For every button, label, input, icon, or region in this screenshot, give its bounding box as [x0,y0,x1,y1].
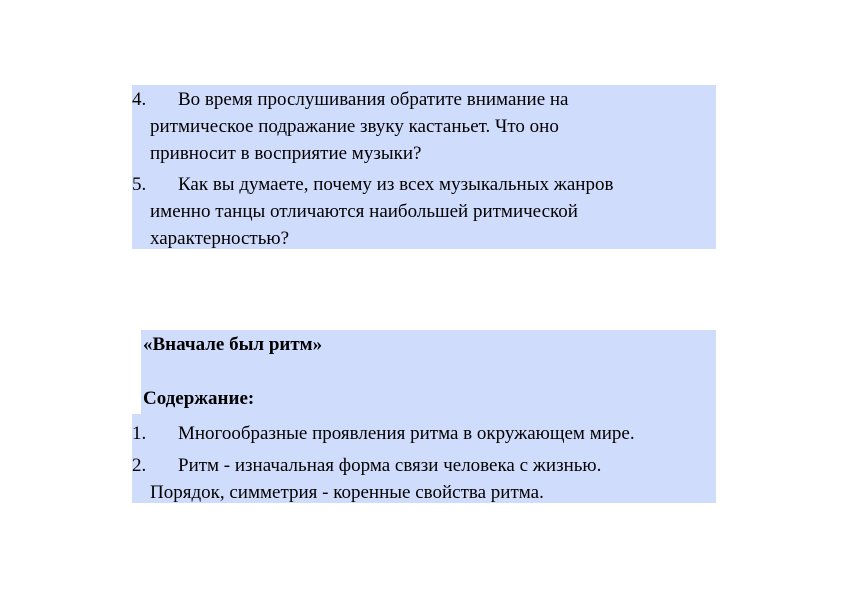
list-text-line: характерностью? [150,228,290,249]
list-text-line: Многообразные проявления ритма в окружающем мире. [178,423,635,444]
list-number: 2. [132,455,147,476]
list-text-line: Во время прослушивания обратите внимание на [178,89,569,110]
list-text-line: привносит в восприятие музыки? [150,143,422,164]
list-text-line: Ритм - изначальная форма связи человека с жизнью. [178,455,602,476]
list-text-line: именно танцы отличаются наибольшей ритмической [150,201,578,222]
list-number: 4. [132,89,147,110]
section-subtitle: Содержание: [143,388,255,409]
list-text-line: ритмическое подражание звуку кастаньет. Что оно [150,116,559,137]
list-text-line: Как вы думаете, почему из всех музыкальных жанров [178,174,614,195]
section-title: «Вначале был ритм» [143,334,323,355]
list-text-line: Порядок, симметрия - коренные свойства ритма. [150,482,544,503]
list-number: 5. [132,174,147,195]
list-number: 1. [132,423,147,444]
